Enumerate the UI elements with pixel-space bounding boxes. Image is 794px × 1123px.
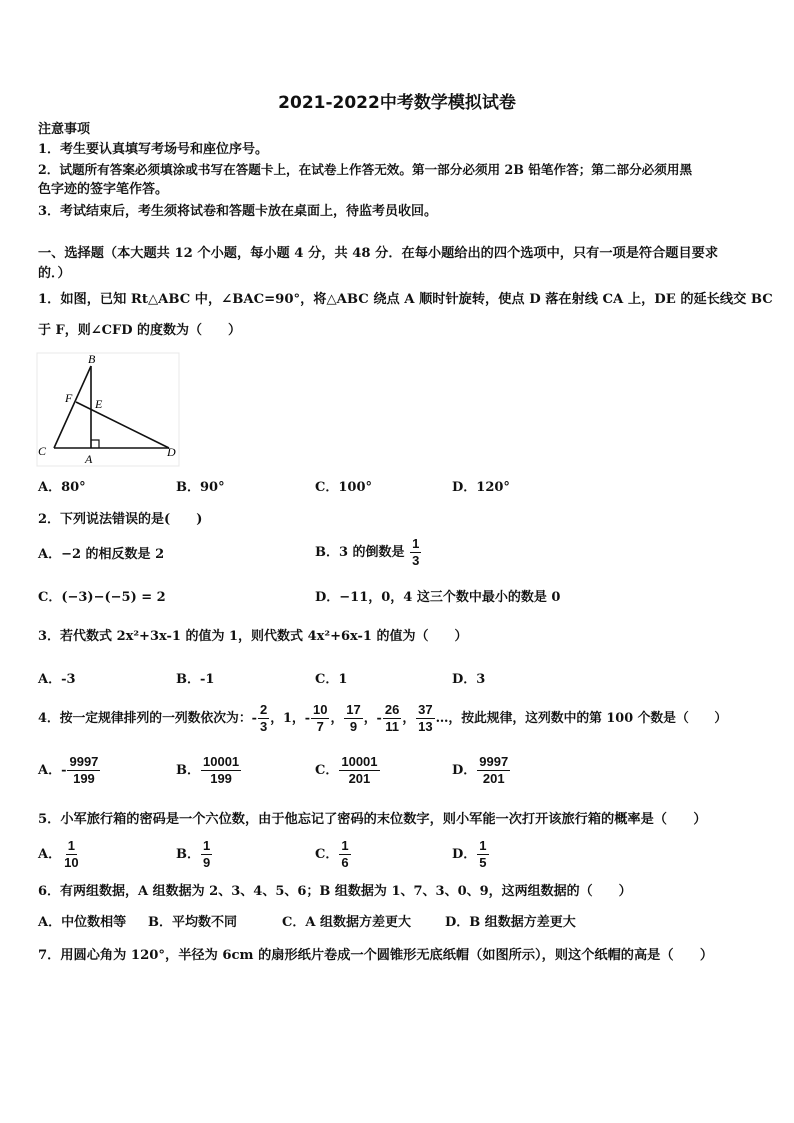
- denominator: 6: [341, 855, 349, 870]
- q1-option-c: C．100°: [315, 480, 372, 495]
- option-label: D．: [452, 763, 477, 778]
- denominator: 199: [210, 771, 232, 786]
- q2-stem: 2．下列说法错误的是( ): [38, 512, 203, 527]
- denominator: 201: [348, 771, 371, 786]
- separator: ，1，-: [270, 711, 311, 726]
- q7-stem: 7．用圆心角为 120°，半径为 6cm 的扇形纸片卷成一个圆锥形无底纸帽（如图所示），则这个纸帽的高是（ ）: [38, 948, 714, 963]
- denominator: 11: [385, 719, 399, 734]
- numerator: 10: [313, 702, 328, 717]
- q5-stem: 5．小军旅行箱的密码是一个六位数，由于他忘记了密码的末位数字，则小军能一次打开该旅行箱的概率是（ ）: [38, 812, 707, 827]
- notice-item-2: 2．试题所有答案必须填涂或书写在答题卡上，在试卷上作答无效。第一部分必须用 2B 铅笔作答；第二部分必须用黑: [38, 162, 693, 177]
- numerator: 2: [259, 702, 268, 717]
- numerator: 10001: [203, 754, 240, 769]
- q3-option-d: D．3: [452, 672, 486, 687]
- q5-option-c: [315, 838, 352, 871]
- label-C: C: [38, 444, 47, 458]
- denominator: 13: [418, 719, 433, 734]
- q6-option-a: A．中位数相等: [38, 915, 127, 930]
- q6-option-d: D．B 组数据方差更大: [445, 915, 576, 930]
- denominator: 199: [73, 771, 95, 786]
- q6-stem: 6．有两组数据，A 组数据为 2、3、4、5、6；B 组数据为 1、7、3、0、9，这两组数据的（ ）: [38, 884, 632, 899]
- fraction: [258, 702, 269, 735]
- numerator: 10001: [341, 754, 378, 769]
- option-label: C．: [315, 763, 339, 778]
- denominator: 5: [479, 855, 487, 870]
- numerator: 37: [418, 702, 433, 717]
- fraction: [201, 838, 212, 871]
- q5-option-d: [452, 838, 490, 871]
- q1-triangle-figure: [36, 352, 180, 467]
- q3-option-c: C．1: [315, 672, 348, 687]
- label-B: B: [88, 352, 96, 366]
- separator: ，: [330, 711, 344, 726]
- q1-stem-cont: 于 F，则∠CFD 的度数为（ ）: [38, 323, 242, 338]
- q1-option-b: B．90°: [176, 480, 225, 495]
- notice-item-3: 3．考试结束后，考生须将试卷和答题卡放在桌面上，待监考员收回。: [38, 204, 438, 219]
- fraction: [416, 702, 434, 735]
- numerator: 9997: [479, 754, 509, 769]
- q6-option-c: C．A 组数据方差更大: [282, 915, 411, 930]
- q4-option-c: [315, 754, 381, 787]
- numerator: 1: [341, 838, 349, 853]
- page-title: 2021-2022中考数学模拟试卷: [278, 93, 516, 113]
- q1-option-d: D．120°: [452, 480, 510, 495]
- q4-stem-end: …，按此规律，这列数中的第 100 个数是（ ）: [435, 711, 728, 726]
- fraction: [201, 754, 241, 787]
- numerator: 9997: [69, 754, 99, 769]
- option-label: D．: [452, 847, 477, 862]
- denominator: 201: [482, 771, 505, 786]
- fraction: [62, 838, 80, 871]
- q2-option-b-text: B．3 的倒数是: [315, 545, 405, 560]
- denominator: 9: [349, 719, 358, 734]
- label-D: D: [167, 445, 176, 459]
- fraction: [339, 754, 379, 787]
- option-label: B．: [176, 763, 200, 778]
- numerator: 1: [67, 838, 75, 853]
- q3-option-b: B．-1: [176, 672, 215, 687]
- label-A: A: [85, 452, 93, 466]
- triangle-diagram: [36, 352, 180, 467]
- option-label: A．-: [38, 763, 67, 778]
- numerator: 1: [412, 536, 420, 551]
- notice-heading: 注意事项: [38, 122, 91, 137]
- fraction: [477, 838, 488, 871]
- section-heading-cont: 的．）: [38, 266, 71, 281]
- q3-option-a: A．-3: [38, 672, 76, 687]
- q2-option-a: A．−2 的相反数是 2: [38, 547, 165, 562]
- q6-option-b: B．平均数不同: [148, 915, 237, 930]
- q5-option-b: [176, 838, 213, 871]
- fraction: [311, 702, 329, 735]
- q2-option-c: C．(−3)−(−5) = 2: [38, 590, 166, 605]
- option-label: B．: [176, 847, 200, 862]
- label-F: F: [65, 391, 73, 405]
- separator: ，-: [363, 711, 382, 726]
- notice-item-2-cont: 色字迹的签字笔作答。: [38, 182, 169, 197]
- q2-option-b: [315, 536, 422, 569]
- q2-option-d: D．−11，0，4 这三个数中最小的数是 0: [315, 590, 561, 605]
- fraction: [339, 838, 350, 871]
- notice-item-1: 1．考生要认真填写考场号和座位序号。: [38, 142, 269, 157]
- fraction: [383, 702, 401, 735]
- numerator: 26: [384, 702, 400, 717]
- numerator: 17: [346, 702, 361, 717]
- denominator: 3: [259, 719, 268, 734]
- label-E: E: [95, 397, 103, 411]
- q5-option-a: [38, 838, 82, 871]
- q4-option-d: [452, 754, 511, 787]
- denominator: 10: [64, 855, 79, 870]
- q3-stem: 3．若代数式 2x²+3x-1 的值为 1，则代数式 4x²+6x-1 的值为（ ）: [38, 629, 468, 644]
- denominator: 9: [203, 855, 211, 870]
- option-label: C．: [315, 847, 339, 862]
- separator: ，: [402, 711, 416, 726]
- fraction: [344, 702, 362, 735]
- option-label: A．: [38, 847, 62, 862]
- q4-stem-text: 4．按一定规律排列的一列数依次为：-: [38, 711, 257, 726]
- q1-stem: 1．如图，已知 Rt△ABC 中，∠BAC=90°，将△ABC 绕点 A 顺时针旋转，使点 D 落在射线 CA 上，DE 的延长线交 BC: [38, 292, 773, 307]
- section-heading: 一、选择题（本大题共 12 个小题，每小题 4 分，共 48 分．在每小题给出的四个选项中，只有一项是符合题目要求: [38, 246, 719, 261]
- q4-stem: [38, 702, 727, 735]
- q4-option-b: [176, 754, 242, 787]
- q4-option-a: [38, 754, 101, 787]
- fraction: [410, 536, 421, 569]
- q1-option-a: A．80°: [38, 480, 86, 495]
- numerator: 1: [479, 838, 487, 853]
- fraction: [67, 754, 100, 787]
- fraction: [477, 754, 510, 787]
- denominator: 3: [412, 553, 420, 568]
- numerator: 1: [203, 838, 211, 853]
- denominator: 7: [316, 719, 324, 734]
